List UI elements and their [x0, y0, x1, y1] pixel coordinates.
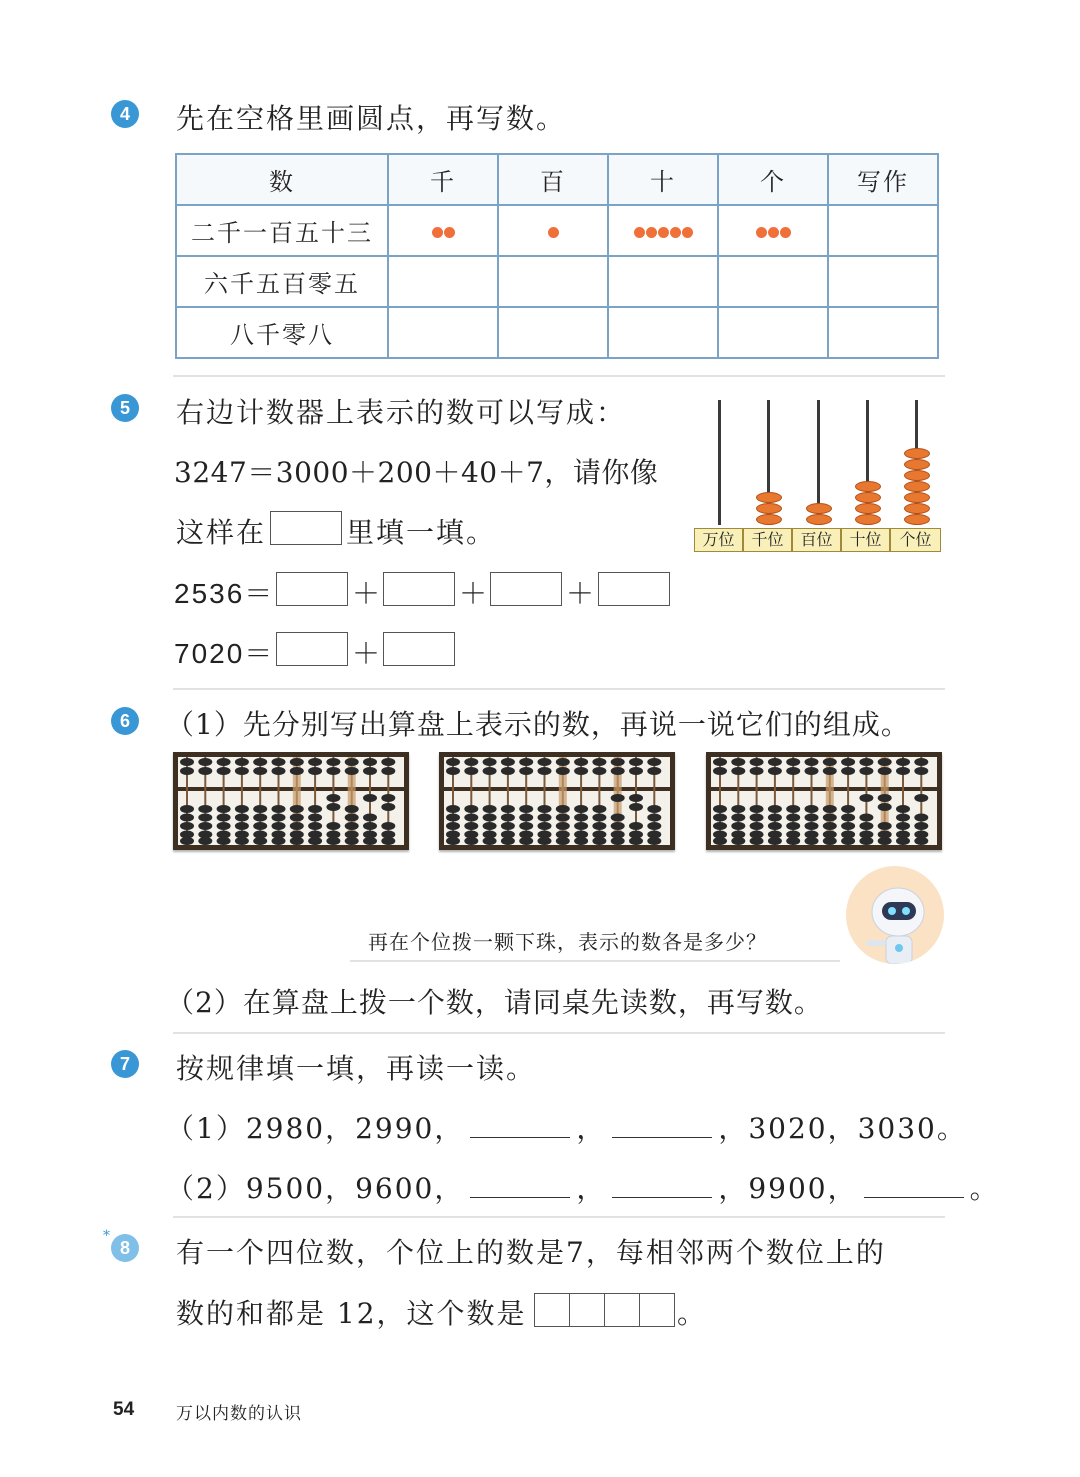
q7-line1	[166, 1107, 967, 1147]
counter-bead	[855, 503, 881, 514]
counter-bead	[756, 492, 782, 503]
dot-cell[interactable]	[718, 205, 828, 256]
write-cell[interactable]	[828, 256, 938, 307]
q5-line1: 右边计数器上表示的数可以写成：	[176, 396, 627, 429]
counter-rod	[718, 400, 721, 525]
dot	[670, 227, 681, 238]
dot-cell[interactable]	[388, 256, 498, 307]
fill-blank[interactable]	[864, 1171, 964, 1198]
counter-bead	[904, 459, 930, 470]
robot-avatar	[846, 866, 944, 964]
header-hundreds: 百	[498, 154, 608, 205]
dot-cell[interactable]	[718, 256, 828, 307]
challenge-star: *	[103, 1228, 110, 1244]
counter-bead	[806, 503, 832, 514]
abacus-2	[439, 752, 675, 850]
abacus-1	[173, 752, 409, 850]
digit-box[interactable]	[534, 1293, 570, 1327]
dot	[646, 227, 657, 238]
equation-2536-left: 2536＝	[174, 578, 275, 609]
q8-line2: 数的和都是 12，这个数是	[176, 1297, 527, 1330]
footer-title: 万以内数的认识	[176, 1404, 302, 1424]
q5-line3-b: 里填一填。	[346, 516, 497, 549]
dot-cell[interactable]	[498, 307, 608, 358]
q7-line2-mid2: ，9900，	[718, 1172, 858, 1205]
place-value-table	[175, 153, 939, 359]
equation-7020-left: 7020＝	[174, 638, 275, 669]
example-answer-box	[270, 511, 342, 545]
table-row	[176, 307, 938, 358]
q7-prompt: 按规律填一填，再读一读。	[176, 1052, 537, 1085]
divider	[173, 375, 945, 377]
dot-cell[interactable]	[608, 205, 718, 256]
counter-bead	[904, 470, 930, 481]
dot	[548, 227, 559, 238]
digit-box[interactable]	[639, 1293, 675, 1327]
dot-cell[interactable]	[388, 307, 498, 358]
robot-speech-text: 再在个位拨一颗下珠，表示的数各是多少？	[368, 930, 767, 954]
dot-cell[interactable]	[388, 205, 498, 256]
answer-box[interactable]	[276, 572, 348, 606]
counter-bead	[904, 481, 930, 492]
dot	[682, 227, 693, 238]
header-tens: 十	[608, 154, 718, 205]
row-label: 二千一百五十三	[176, 205, 388, 256]
q4-prompt: 先在空格里画圆点，再写数。	[176, 102, 567, 135]
place-label-thousands: 千位	[743, 528, 792, 552]
header-thousands: 千	[388, 154, 498, 205]
place-label-ten-thousands: 万位	[694, 528, 743, 552]
q6-part1: （1）先分别写出算盘上表示的数，再说一说它们的组成。	[166, 708, 910, 741]
table-row	[176, 256, 938, 307]
divider	[173, 688, 945, 690]
dot-cell[interactable]	[608, 307, 718, 358]
counter-bead	[904, 448, 930, 459]
comma: ，	[576, 1172, 607, 1205]
header-write: 写作	[828, 154, 938, 205]
question-number-4: 4	[111, 100, 139, 128]
table-row	[176, 205, 938, 256]
place-label-hundreds: 百位	[792, 528, 841, 552]
counter-bead	[806, 514, 832, 525]
answer-box[interactable]	[490, 572, 562, 606]
plus-sign: ＋	[352, 638, 383, 669]
comma: ，	[576, 1112, 607, 1145]
counter-bead	[855, 514, 881, 525]
dot	[444, 227, 455, 238]
counter-bead	[855, 481, 881, 492]
fill-blank[interactable]	[470, 1171, 570, 1198]
question-number-6: 6	[111, 707, 139, 735]
period: 。	[969, 1172, 1000, 1205]
answer-box[interactable]	[383, 572, 455, 606]
plus-sign: ＋	[459, 578, 490, 609]
place-label-tens: 十位	[841, 528, 890, 552]
counter-bead	[904, 514, 930, 525]
q8-line1: 有一个四位数，个位上的数是7，每相邻两个数位上的	[176, 1236, 886, 1269]
dot	[768, 227, 779, 238]
page-number: 54	[113, 1399, 135, 1420]
counter-bead	[756, 503, 782, 514]
answer-box[interactable]	[598, 572, 670, 606]
dot	[432, 227, 443, 238]
q7-line1-prefix: （1）2980，2990，	[166, 1112, 465, 1145]
row-label: 六千五百零五	[176, 256, 388, 307]
q6-part2: （2）在算盘上拨一个数，请同桌先读数，再写数。	[166, 986, 823, 1019]
place-label-ones: 个位	[890, 528, 941, 552]
q7-line1-suffix: ，3020，3030。	[718, 1112, 967, 1145]
digit-box[interactable]	[569, 1293, 605, 1327]
write-cell[interactable]	[828, 205, 938, 256]
dot-cell[interactable]	[498, 205, 608, 256]
dot-cell[interactable]	[718, 307, 828, 358]
q5-line2: 3247＝3000＋200＋40＋7，请你像	[174, 456, 659, 489]
header-ones: 个	[718, 154, 828, 205]
write-cell[interactable]	[828, 307, 938, 358]
dot	[658, 227, 669, 238]
dot	[780, 227, 791, 238]
fill-blank[interactable]	[612, 1111, 712, 1138]
abacus-3	[706, 752, 942, 850]
counter-bead	[855, 492, 881, 503]
q5-line3-a: 这样在	[176, 516, 267, 549]
row-label: 八千零八	[176, 307, 388, 358]
header-number: 数	[176, 154, 388, 205]
fill-blank[interactable]	[470, 1111, 570, 1138]
fill-blank[interactable]	[612, 1171, 712, 1198]
counter-bead	[904, 503, 930, 514]
answer-box[interactable]	[276, 632, 348, 666]
question-number-8: 8	[111, 1234, 139, 1262]
dot-cell[interactable]	[498, 256, 608, 307]
question-number-5: 5	[111, 394, 139, 422]
q7-line2-prefix: （2）9500，9600，	[166, 1172, 465, 1205]
divider	[173, 1032, 945, 1034]
q8-period: 。	[677, 1297, 708, 1330]
answer-box[interactable]	[383, 632, 455, 666]
divider	[173, 1216, 945, 1218]
plus-sign: ＋	[566, 578, 597, 609]
question-number-7: 7	[111, 1050, 139, 1078]
robot-speech	[350, 912, 840, 962]
dot-cell[interactable]	[608, 256, 718, 307]
dot	[756, 227, 767, 238]
plus-sign: ＋	[352, 578, 383, 609]
dot	[634, 227, 645, 238]
counter-bead	[756, 514, 782, 525]
counter-bead	[904, 492, 930, 503]
q7-line2	[166, 1167, 1000, 1207]
digit-box[interactable]	[604, 1293, 640, 1327]
